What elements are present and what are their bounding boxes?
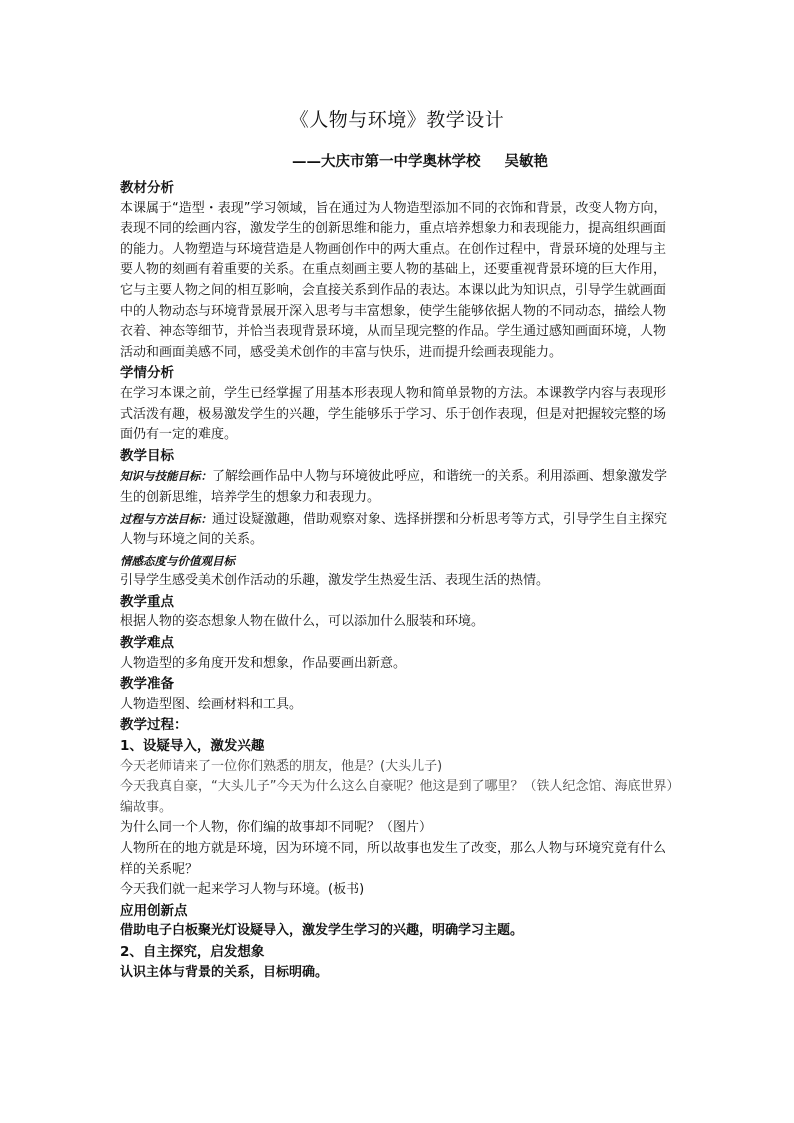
step1-line-3: 为什么同一个人物，你们编的故事却不同呢？（图片）: [120, 820, 433, 836]
material-paragraph: 本课属于“造型・表现”学习领域，旨在通过为人物造型添加不同的衣饰和背景，改变人物方向，表现不同的绘画内容，激发学生的创新思维和能力，重点培养想象力和表现能力，提高组织画面的能力。人物塑造与环境营造是人物画创作中的两大重点。在创作过程中，背景环境的处理与主要人物的刻画有着重要的关系。在重点刻画主要人物的基础上，还要重视背景环境的巨大作用，它与主要人物之间的相互影响，会直接关系到作品的表达。本课以此为知识点，引导学生就画面中的人物动态与环境背景展开深入思考与丰富想象，使学生能够依据人物的不同动态，描绘人物衣着、神态等细节，并恰当表现背景环境，从而呈现完整的作品。学生通过感知画面环境，人物活动和画面美感不同，感受美术创作的丰富与快乐，进而提升绘画表现能力。: [120, 200, 667, 360]
step1-line-5: 今天我们就一起来学习人物与环境。(板书): [120, 882, 365, 898]
difficulty-text: 人物造型的多角度开发和想象，作品要画出新意。: [120, 655, 407, 671]
material-heading: 教材分析: [120, 180, 174, 196]
students-heading: 学情分析: [120, 365, 174, 382]
prep-text: 人物造型图、绘画材料和工具。: [120, 696, 303, 712]
difficulty-heading: 教学难点: [120, 635, 174, 652]
prep-heading: 教学准备: [120, 676, 174, 693]
goal-process-text: 通过设疑激趣，借助观察对象、选择拼摆和分析思考等方式，引导学生自主探究人物与环境之间的关系。: [120, 511, 668, 548]
step1-line-2: 今天我真自豪，“大头儿子”今天为什么这么自豪呢？他这是到了哪里？（铁人纪念馆、海底世界）编故事。: [120, 779, 673, 815]
author-name: 吴敏艳: [504, 153, 548, 170]
key-heading: 教学重点: [120, 593, 174, 610]
document-title: 《人物与环境》教学设计: [289, 109, 505, 131]
students-paragraph: 在学习本课之前，学生已经掌握了用基本形表现人物和简单景物的方法。本课教学内容与表现形式活泼有趣，极易激发学生的兴趣，学生能够乐于学习、乐于创作表现，但是对把握较完整的场面仍有一定的难度。: [120, 385, 667, 443]
step1-heading: 1、设疑导入，激发兴趣: [120, 738, 265, 755]
document-body: [120, 178, 676, 983]
goal-process-label: 过程与方法目标：: [120, 511, 212, 526]
key-text: 根据人物的姿态想象人物在做什么，可以添加什么服装和环境。: [120, 614, 485, 630]
goal-knowledge-text: 了解绘画作品中人物与环境彼此呼应，和谐统一的关系。利用添画、想象激发学生的创新思维，培养学生的想象力和表现力。: [120, 469, 668, 505]
innovation-heading: 应用创新点: [120, 902, 188, 919]
goals-heading: 教学目标: [120, 447, 174, 464]
goal-process: [120, 509, 676, 551]
innovation-text: 借助电子白板聚光灯设疑导入，激发学生学习的兴趣，明确学习主题。: [120, 923, 524, 939]
step1-line-4: 人物所在的地方就是环境，因为环境不同，所以故事也发生了改变，那么人物与环境究竟有什么样的关系呢？: [120, 841, 667, 877]
step2-text: 认识主体与背景的关系，目标明确。: [120, 964, 329, 980]
step2-heading: 2、自主探究，启发想象: [120, 943, 265, 960]
author-school: ——大庆市第一中学奥林学校: [292, 153, 481, 170]
goal-knowledge: [120, 466, 676, 508]
step1-line-1: 今天老师请来了一位你们熟悉的朋友，他是？(大头儿子): [120, 758, 443, 774]
goal-emotion-text: 引导学生感受美术创作活动的乐趣，激发学生热爱生活、表现生活的热情。: [120, 573, 550, 589]
author-line: [292, 150, 548, 171]
goal-knowledge-label: 知识与技能目标：: [120, 469, 212, 484]
process-heading: 教学过程：: [120, 717, 188, 734]
goal-emotion-label: 情感态度与价值观目标: [120, 553, 235, 568]
